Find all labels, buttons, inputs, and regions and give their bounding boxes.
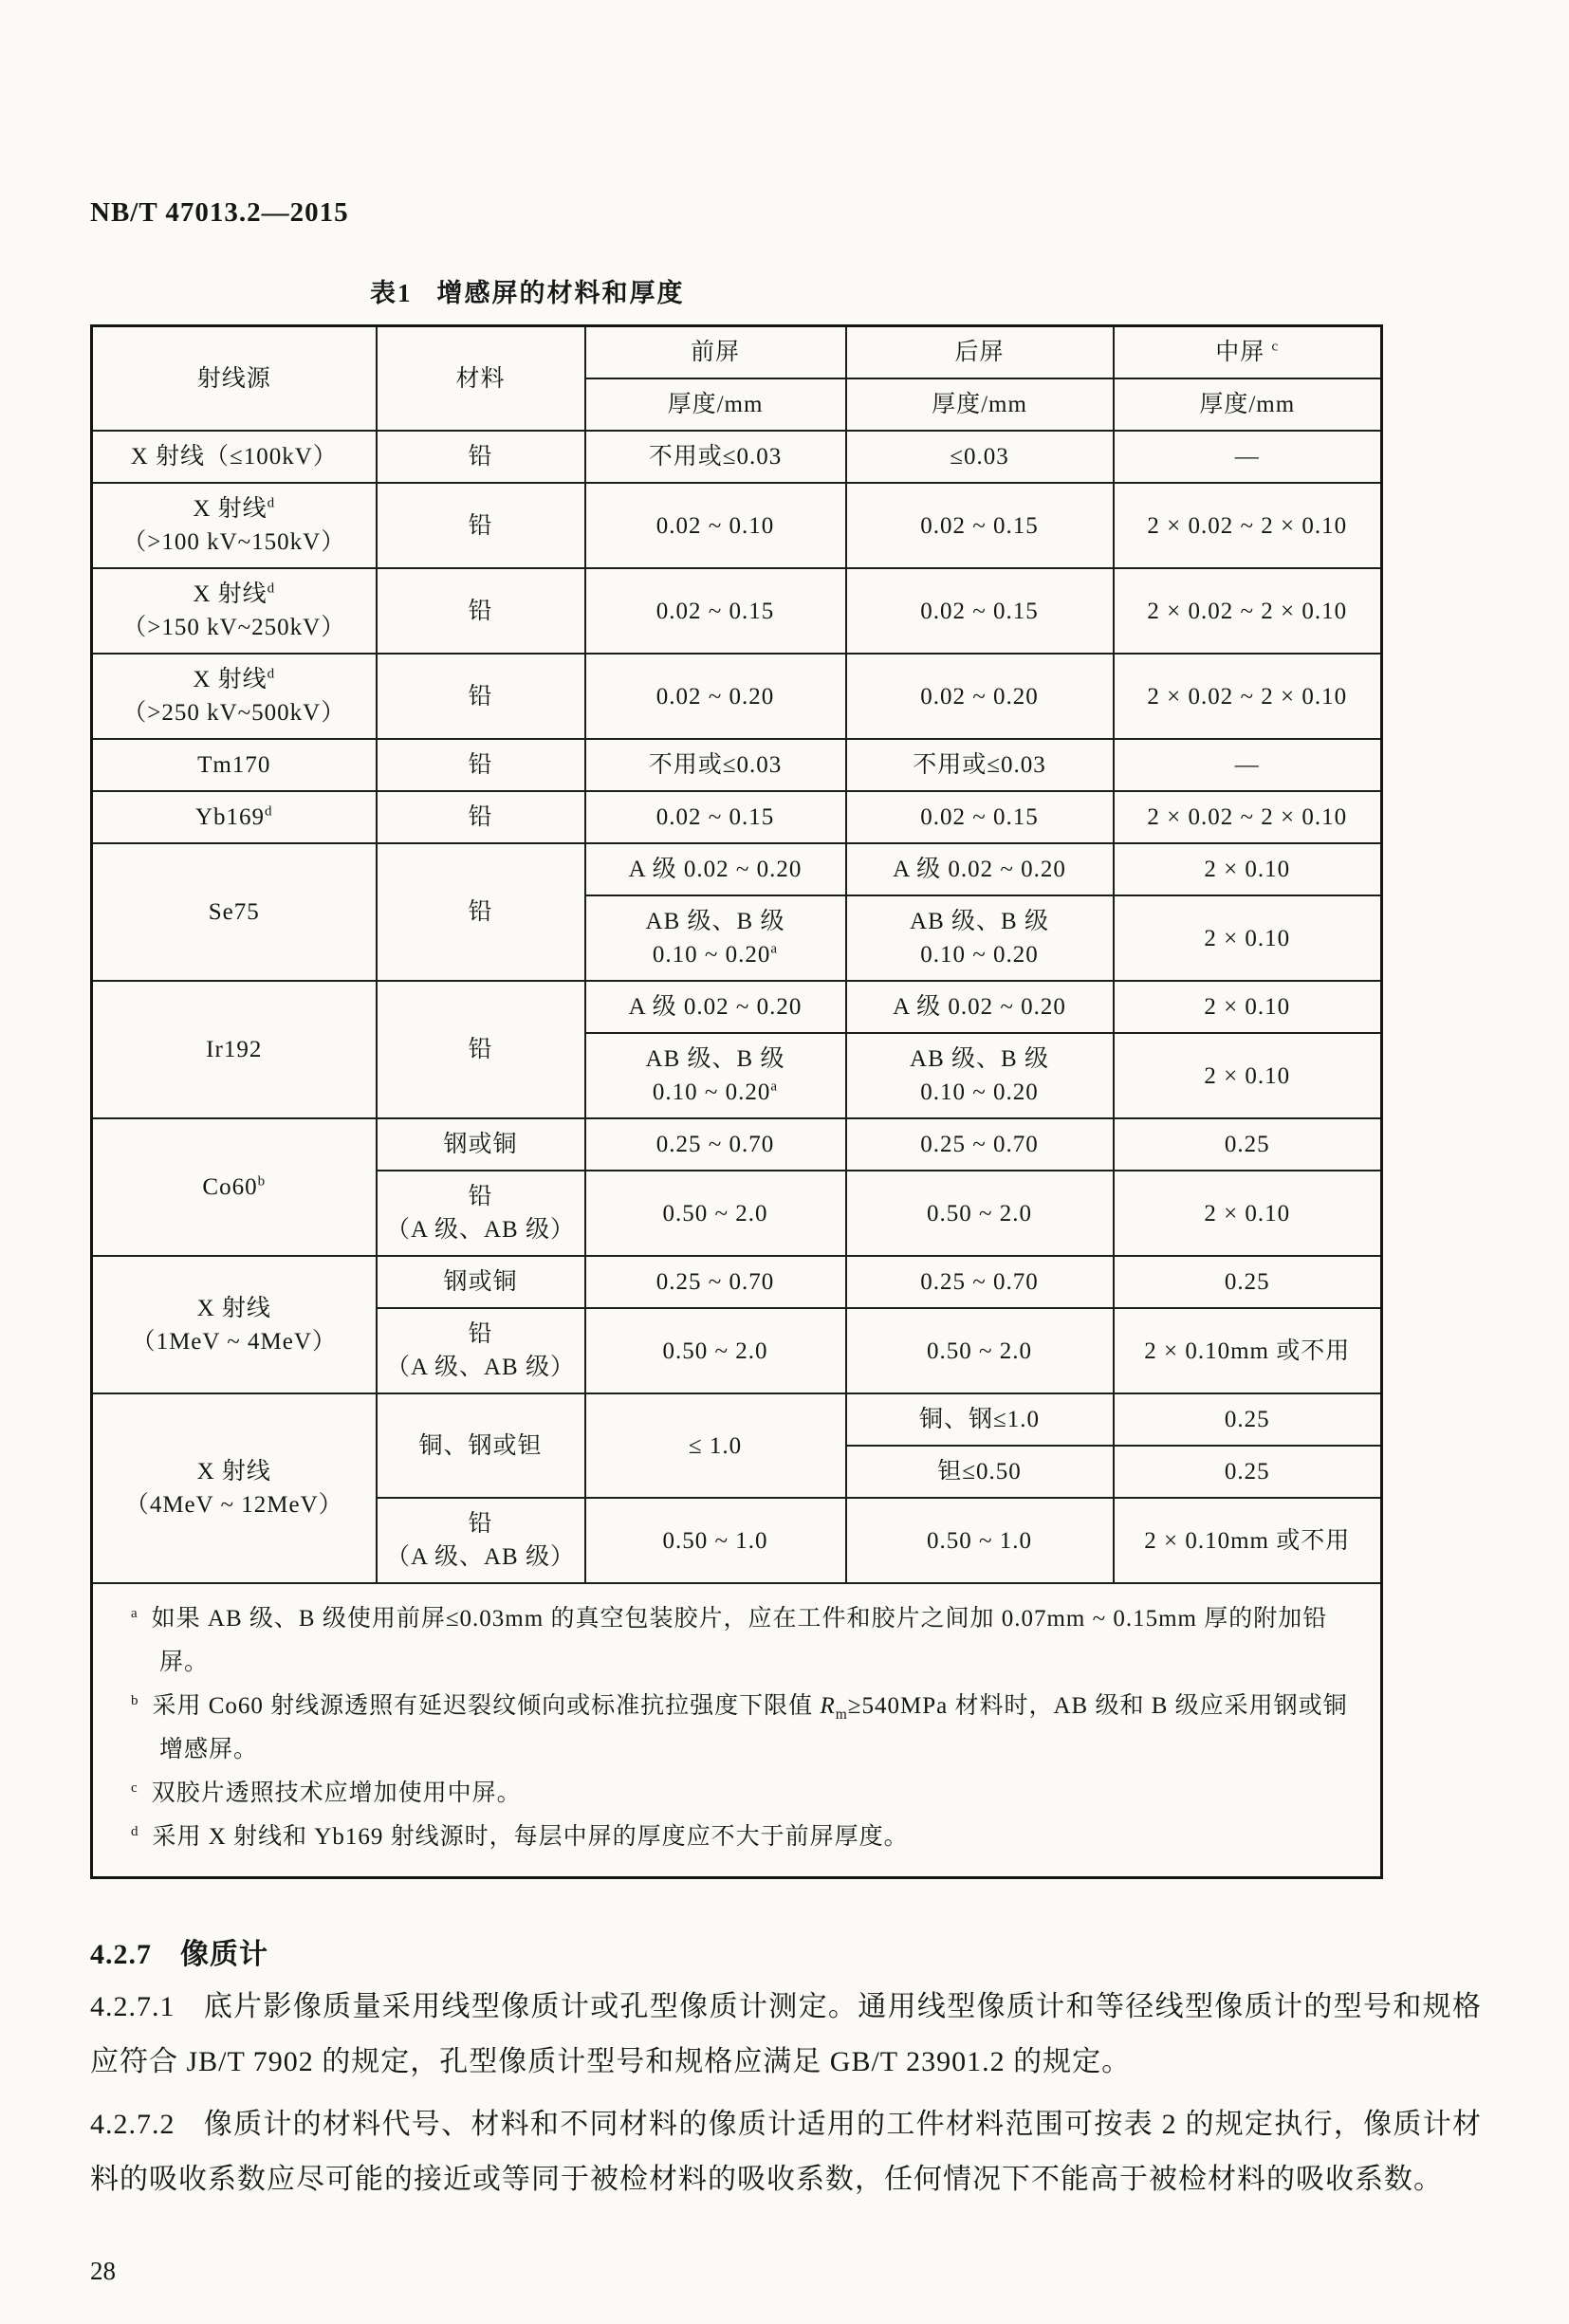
table-cell: 2 × 0.10mm 或不用: [1114, 1308, 1382, 1393]
table-cell: Co60$^b$: [92, 1118, 377, 1256]
table-cell: 0.50 ~ 1.0: [846, 1498, 1114, 1583]
table-title-label: 表1: [370, 279, 413, 307]
table-row: [92, 483, 1382, 568]
table-cell: 0.02 ~ 0.15: [585, 568, 846, 654]
footnote-ref-c: c: [1271, 339, 1280, 355]
footnote-item: [131, 1685, 1367, 1772]
footnote-text: ≥540MPa 材料时，AB 级和 B 级应采用钢或铜增感屏。: [159, 1693, 1348, 1762]
paragraph-4-2-7-2: [90, 2097, 1482, 2207]
table-cell: 0.02 ~ 0.20: [585, 654, 846, 739]
paragraph-number: 4.2.7.2: [90, 2109, 175, 2140]
table-cell: ≤ 1.0: [585, 1393, 846, 1498]
paragraph-text: 像质计的材料代号、材料和不同材料的像质计适用的工件材料范围可按表 2 的规定执行，像质计材料的吸收系数应尽可能的接近或等同于被检材料的吸收系数，任何情况下不能高于被检材料的吸收系数。: [90, 2109, 1482, 2195]
table-row: [92, 981, 1382, 1033]
table-cell: 0.50 ~ 1.0: [585, 1498, 846, 1583]
table-cell: 0.50 ~ 2.0: [846, 1308, 1114, 1393]
table-cell: 铅 （A 级、AB 级）: [377, 1171, 585, 1256]
table-cell: X 射线（≤100kV）: [92, 431, 377, 483]
footnote-item: [131, 1597, 1367, 1685]
table-cell: 钢或铜: [377, 1256, 585, 1308]
table-cell: 不用或≤0.03: [846, 739, 1114, 791]
paragraph-number: 4.2.7.1: [90, 1991, 175, 2022]
table-cell: 0.50 ~ 2.0: [585, 1308, 846, 1393]
footnotes-cell: [92, 1583, 1382, 1878]
table-cell: AB 级、B 级 0.10 ~ 0.20: [846, 1033, 1114, 1118]
table-cell: 0.02 ~ 0.20: [846, 654, 1114, 739]
table-footnotes-section: [92, 1583, 1382, 1878]
footnotes-row: [92, 1583, 1382, 1878]
footnote-marker: d: [131, 1823, 139, 1839]
table-cell: 2 × 0.02 ~ 2 × 0.10: [1114, 483, 1382, 568]
table-row: [92, 568, 1382, 654]
table-cell: 2 × 0.10: [1114, 1171, 1382, 1256]
table-cell: 2 × 0.10mm 或不用: [1114, 1498, 1382, 1583]
table-cell: 0.25 ~ 0.70: [585, 1118, 846, 1171]
table-cell: A 级 0.02 ~ 0.20: [846, 981, 1114, 1033]
table-cell: 0.02 ~ 0.15: [585, 791, 846, 843]
paragraph-text: 底片影像质量采用线型像质计或孔型像质计测定。通用线型像质计和等径线型像质计的型号和规格应符合 JB/T 7902 的规定，孔型像质计型号和规格应满足 GB/T 23901.2 的规定。: [90, 1991, 1482, 2077]
table-cell: —: [1114, 431, 1382, 483]
table-cell: 钽≤0.50: [846, 1446, 1114, 1498]
table-cell: 铅 （A 级、AB 级）: [377, 1308, 585, 1393]
table-cell: AB 级、B 级 0.10 ~ 0.20: [846, 895, 1114, 981]
table-title-text: 增感屏的材料和厚度: [436, 279, 685, 307]
table-cell: Tm170: [92, 739, 377, 791]
footnote-item: [131, 1772, 1367, 1816]
footnote-text: m: [835, 1706, 848, 1723]
table-cell: 2 × 0.02 ~ 2 × 0.10: [1114, 568, 1382, 654]
table-cell: A 级 0.02 ~ 0.20: [585, 981, 846, 1033]
footnote-item: [131, 1816, 1367, 1859]
table-cell: AB 级、B 级 0.10 ~ 0.20$^a$: [585, 895, 846, 981]
section-number: 4.2.7: [90, 1939, 152, 1970]
table-cell: —: [1114, 739, 1382, 791]
table-cell: Yb169$^d$: [92, 791, 377, 843]
footnote-text: 采用 X 射线和 Yb169 射线源时，每层中屏的厚度应不大于前屏厚度。: [152, 1824, 909, 1850]
page-number: 28: [90, 2257, 116, 2285]
table-cell: 0.25 ~ 0.70: [585, 1256, 846, 1308]
table-cell: 0.25: [1114, 1256, 1382, 1308]
table-cell: 0.25: [1114, 1446, 1382, 1498]
table-cell: 铅: [377, 739, 585, 791]
table-cell: 铅: [377, 568, 585, 654]
table-row: [92, 431, 1382, 483]
table-row: [92, 1393, 1382, 1446]
col-header-source: 射线源: [92, 326, 377, 432]
table-cell: 钢或铜: [377, 1118, 585, 1171]
table-cell: X 射线 （1MeV ~ 4MeV）: [92, 1256, 377, 1393]
table-cell: 铅: [377, 981, 585, 1118]
table-cell: 0.50 ~ 2.0: [585, 1171, 846, 1256]
table-cell: 2 × 0.10: [1114, 843, 1382, 895]
table-cell: 0.25 ~ 0.70: [846, 1118, 1114, 1171]
table-cell: 2 × 0.10: [1114, 895, 1382, 981]
footnote-text: R: [820, 1693, 836, 1719]
footnote-marker: a: [131, 1605, 138, 1621]
table-cell: 铅: [377, 654, 585, 739]
paragraph-4-2-7-1: [90, 1980, 1482, 2090]
col-header-back-screen: 后屏: [846, 326, 1114, 379]
table-cell: 铜、钢≤1.0: [846, 1393, 1114, 1446]
table-cell: Se75: [92, 843, 377, 981]
table-cell: X 射线 （4MeV ~ 12MeV）: [92, 1393, 377, 1583]
table-row: [92, 1118, 1382, 1171]
table-cell: 2 × 0.02 ~ 2 × 0.10: [1114, 791, 1382, 843]
footnote-marker: c: [131, 1780, 138, 1796]
col-header-middle-screen: 中屏 $^c$: [1114, 326, 1382, 379]
table-header-row: [92, 326, 1382, 379]
col-header-material: 材料: [377, 326, 585, 432]
table-cell: 2 × 0.10: [1114, 1033, 1382, 1118]
table-row: [92, 1256, 1382, 1308]
col-subheader-back-thickness: 厚度/mm: [846, 378, 1114, 431]
footnote-text: 双胶片透照技术应增加使用中屏。: [151, 1780, 522, 1806]
table-cell: 不用或≤0.03: [585, 739, 846, 791]
table-row: [92, 654, 1382, 739]
table-cell: 0.02 ~ 0.15: [846, 791, 1114, 843]
doc-number: NB/T 47013.2—2015: [90, 197, 349, 228]
table-cell: 0.02 ~ 0.15: [846, 483, 1114, 568]
footnote-text: 如果 AB 级、B 级使用前屏≤0.03mm 的真空包装胶片，应在工件和胶片之间加 0.07mm ~ 0.15mm 厚的附加铅屏。: [151, 1606, 1328, 1675]
exposure-screen-table: [90, 324, 1383, 1879]
table-cell: 铅: [377, 431, 585, 483]
col-subheader-front-thickness: 厚度/mm: [585, 378, 846, 431]
table-cell: X 射线$^d$ （>100 kV~150kV）: [92, 483, 377, 568]
table-row: [92, 843, 1382, 895]
table-cell: X 射线$^d$ （>150 kV~250kV）: [92, 568, 377, 654]
table-cell: 铅 （A 级、AB 级）: [377, 1498, 585, 1583]
table-cell: 2 × 0.02 ~ 2 × 0.10: [1114, 654, 1382, 739]
col-header-front-screen: 前屏: [585, 326, 846, 379]
table-cell: 铅: [377, 483, 585, 568]
table-cell: 铅: [377, 843, 585, 981]
table-cell: 0.50 ~ 2.0: [846, 1171, 1114, 1256]
table-row: [92, 791, 1382, 843]
table-cell: 铜、钢或钽: [377, 1393, 585, 1498]
table-cell: 铅: [377, 791, 585, 843]
table-header: [92, 326, 1382, 432]
table-cell: 0.25: [1114, 1118, 1382, 1171]
table-cell: 0.25 ~ 0.70: [846, 1256, 1114, 1308]
table-body: [92, 431, 1382, 1583]
table-cell: 不用或≤0.03: [585, 431, 846, 483]
table-cell: 0.25: [1114, 1393, 1382, 1446]
section-heading: [90, 1930, 1482, 1972]
footnote-text: 采用 Co60 射线源透照有延迟裂纹倾向或标准抗拉强度下限值: [152, 1693, 821, 1719]
table-cell: X 射线$^d$ （>250 kV~500kV）: [92, 654, 377, 739]
table-row: [92, 739, 1382, 791]
table-cell: A 级 0.02 ~ 0.20: [585, 843, 846, 895]
table-cell: ≤0.03: [846, 431, 1114, 483]
table-title: [370, 272, 1482, 309]
section-title: 像质计: [180, 1939, 268, 1970]
table-cell: 0.02 ~ 0.15: [846, 568, 1114, 654]
table-cell: 2 × 0.10: [1114, 981, 1382, 1033]
col-subheader-middle-thickness: 厚度/mm: [1114, 378, 1382, 431]
table-footnotes: [131, 1597, 1367, 1859]
table-cell: Ir192: [92, 981, 377, 1118]
table-cell: AB 级、B 级 0.10 ~ 0.20$^a$: [585, 1033, 846, 1118]
table-cell: 0.02 ~ 0.10: [585, 483, 846, 568]
footnote-marker: b: [131, 1692, 139, 1708]
table-cell: A 级 0.02 ~ 0.20: [846, 843, 1114, 895]
